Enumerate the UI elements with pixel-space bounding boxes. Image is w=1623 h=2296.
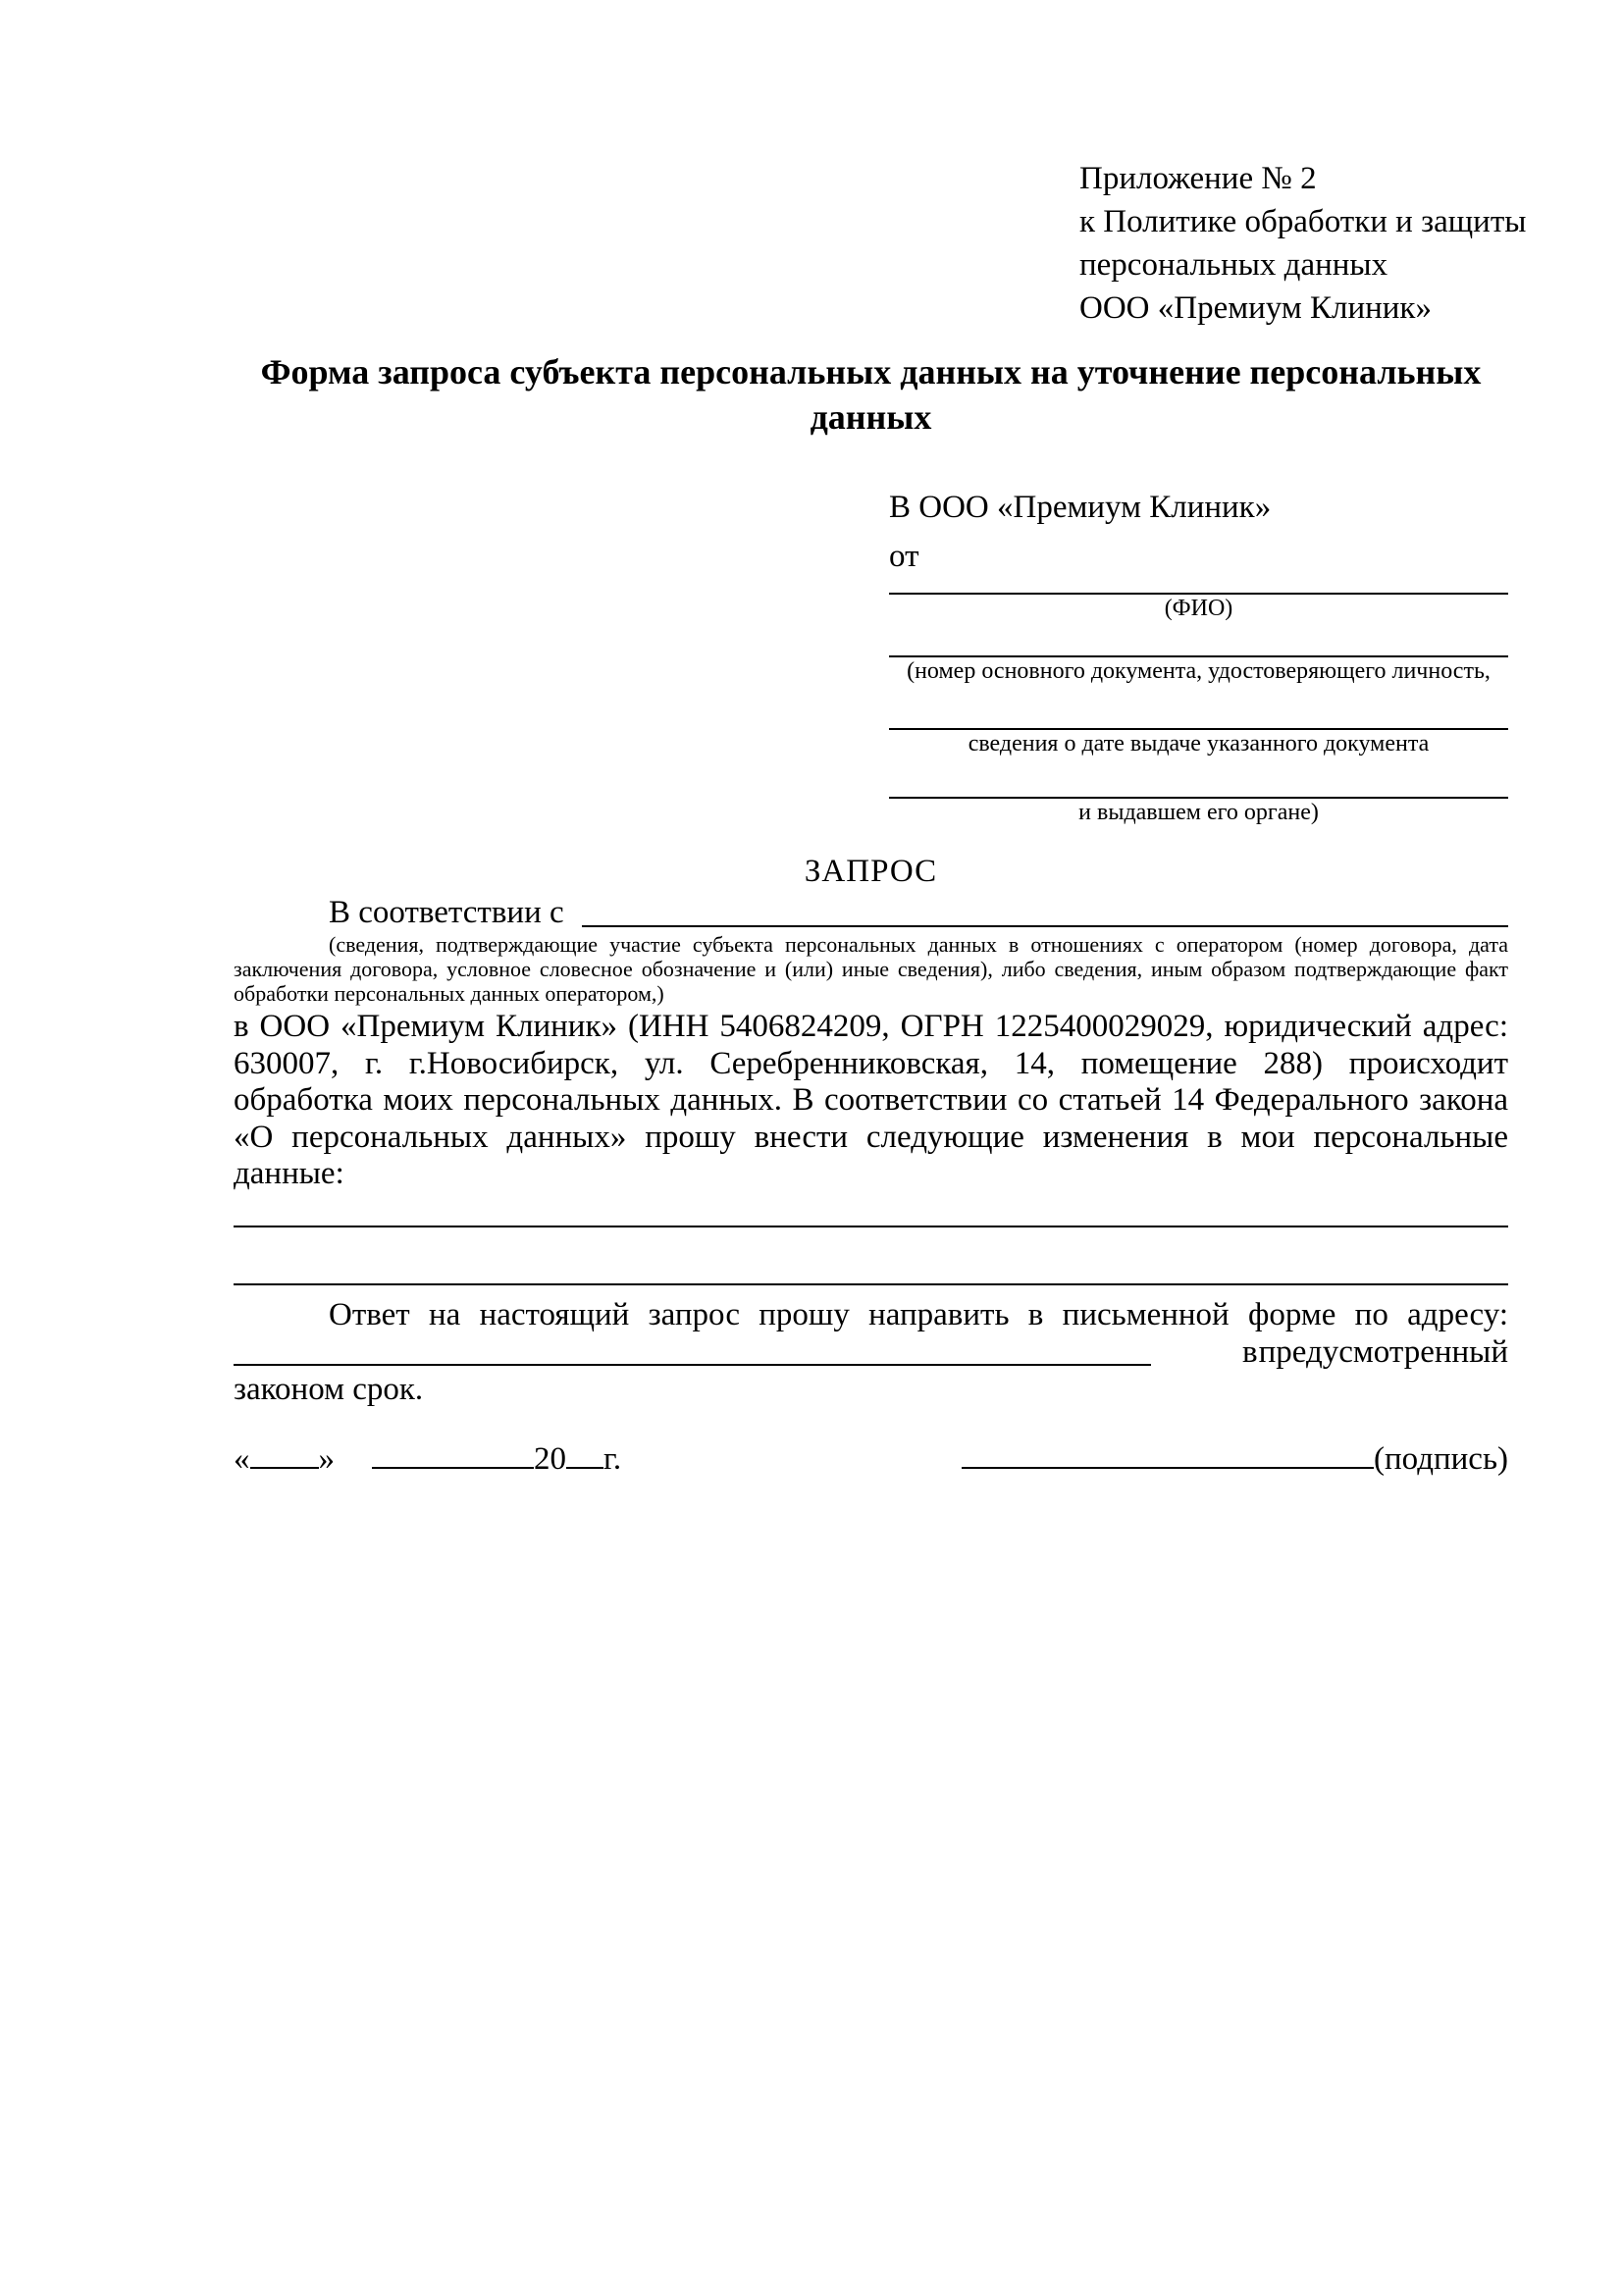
request-heading: ЗАПРОС	[804, 854, 938, 889]
changes-blank-field-2	[234, 1227, 1508, 1285]
appendix-header	[1079, 157, 1527, 330]
signature-caption: (подпись)	[1374, 1440, 1508, 1477]
issue-date-blank-field	[889, 685, 1508, 730]
fio-blank-field	[889, 581, 1508, 595]
accordance-row	[234, 893, 1508, 932]
issuing-authority-caption: и выдавшем его органе)	[1078, 800, 1319, 825]
accordance-blank-field	[582, 893, 1508, 927]
issuing-authority-blank-field	[889, 757, 1508, 799]
date-year-blank-field	[566, 1463, 603, 1469]
changes-blank-field-1	[234, 1193, 1508, 1227]
document-number-caption: (номер основного документа, удостоверяющего личность,	[907, 658, 1491, 684]
appendix-line: Приложение № 2	[1079, 161, 1317, 196]
addressee-from-label: от	[889, 539, 919, 574]
addressee-organization: В ООО «Премиум Клиник»	[889, 490, 1272, 525]
date-open-quote: «	[234, 1440, 250, 1477]
document-number-blank-field	[889, 622, 1508, 657]
signature-area	[962, 1440, 1508, 1478]
date-day-blank-field	[250, 1463, 319, 1469]
reply-address-sentence: Ответ на настоящий запрос прошу направить в письменной форме по адресу:	[329, 1296, 1508, 1332]
reply-address-blank-field	[234, 1364, 1151, 1366]
reply-tail-text: законом срок.	[234, 1371, 424, 1407]
date-year-prefix: 20	[534, 1440, 566, 1477]
date-year-suffix: г.	[603, 1440, 622, 1477]
date-signature-row	[234, 1440, 1508, 1478]
fio-caption: (ФИО)	[1164, 596, 1233, 621]
signature-blank-field	[962, 1463, 1374, 1469]
appendix-line: ООО «Премиум Клиник»	[1079, 290, 1432, 326]
addressee-block	[889, 483, 1508, 826]
request-body-paragraph: в ООО «Премиум Клиник» (ИНН 5406824209, ОГРН 1225400029029, юридический адрес: 630007, г. г.Новосибирск, ул. Серебренниковская, 14, помещение 288) происходит обработка моих персональных данных. В соответствии со статьей 14 Федерального закона «О персональных данных» прошу внести следующие изменения в мои персональные данные:	[234, 1009, 1508, 1191]
appendix-line: к Политике обработки и защиты	[1079, 204, 1527, 239]
reply-address-row	[234, 1333, 1508, 1371]
accordance-footnote: (сведения, подтверждающие участие субъекта персональных данных в отношениях с оператором (номер договора, дата заключения договора, условное словесное обозначение и (или) иные сведения), либо сведения, иным образом подтверждающие факт обработки персональных данных оператором,)	[234, 932, 1508, 1006]
issue-date-caption: сведения о дате выдаче указанного документа	[968, 731, 1430, 757]
appendix-line: персональных данных	[1079, 247, 1388, 283]
date-close-quote: »	[318, 1440, 335, 1477]
date-month-blank-field	[372, 1463, 534, 1469]
reply-word-v: в	[1242, 1333, 1258, 1370]
page-title: Форма запроса субъекта персональных данных на уточнение персональных данных	[260, 352, 1482, 437]
accordance-lead-text: В соответствии с	[329, 895, 572, 930]
reply-word-predusmotrennyy: предусмотренный	[1258, 1333, 1508, 1370]
